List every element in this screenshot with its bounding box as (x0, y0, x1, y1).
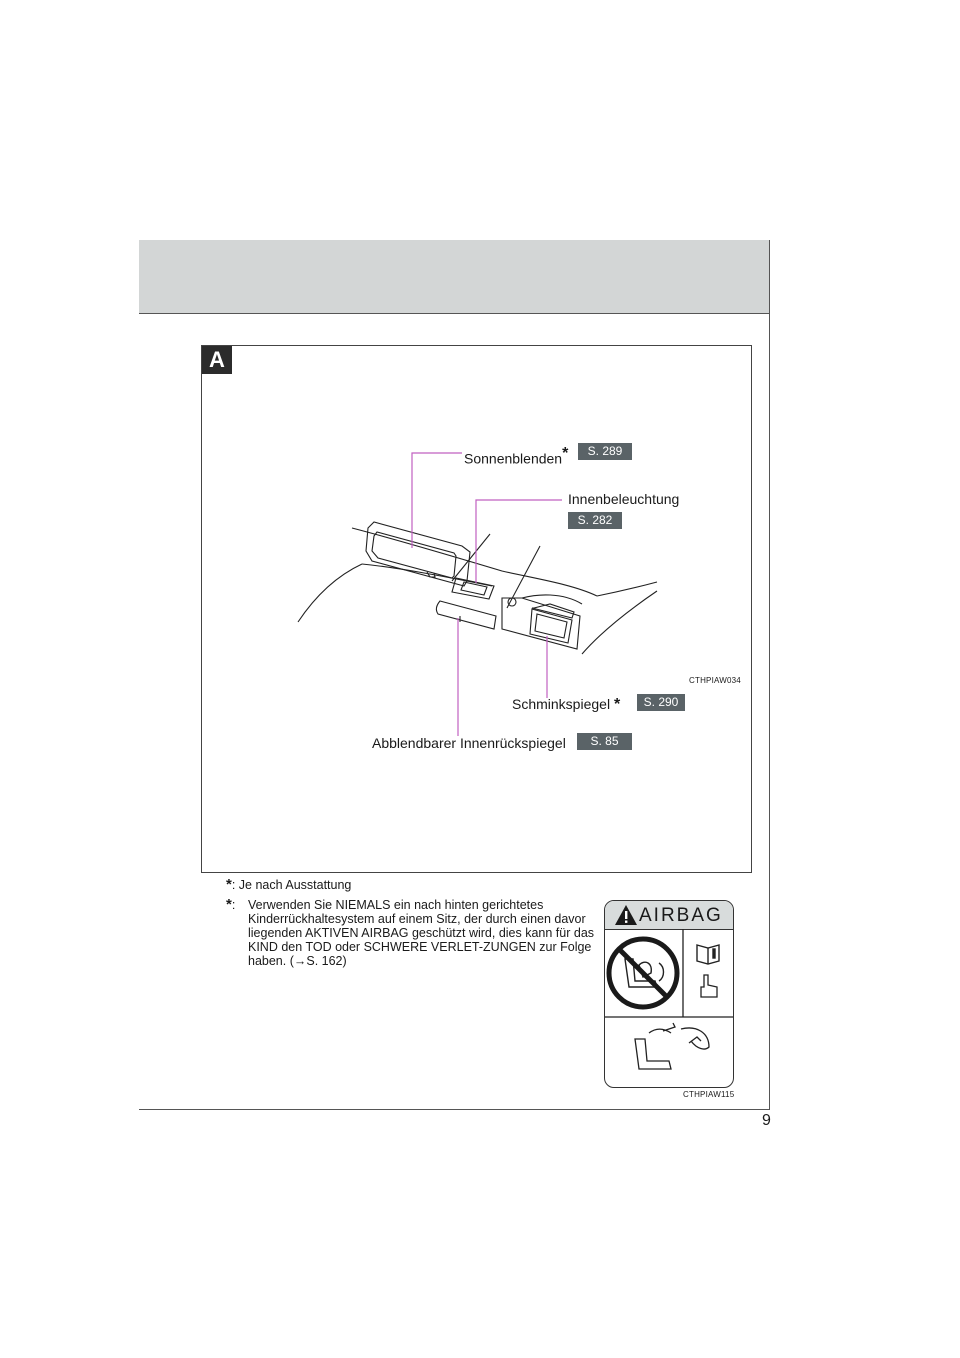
no-rear-facing-seat-icon (609, 939, 677, 1007)
section-marker: A (202, 346, 232, 374)
warning-triangle-icon (614, 904, 638, 926)
airbag-warning-label (604, 900, 734, 1088)
interior-light-page-badge: S. 282 (568, 512, 622, 529)
equipment-note: *: Je nach Ausstattung (226, 876, 352, 893)
overhead-console-illustration (202, 346, 751, 872)
owner-manual-icon (697, 945, 719, 964)
sun-visors-page-badge: S. 289 (578, 443, 632, 460)
warning-note-text: Verwenden Sie NIEMALS ein nach hinten gerichtetes Kinderrückhaltesystem auf einem Sitz, der durch einen davor liegenden AKTIVEN AIRBAG geschützt wird, dies kann für das KIND den TOD oder SCHWERE VERLET-ZUNGEN zur Folge haben. (→S. 162) (248, 898, 595, 968)
vanity-mirror-page-badge: S. 290 (637, 694, 685, 711)
rear-view-mirror-label: Abblendbarer Innenrückspiegel (372, 735, 566, 751)
illustration-panel (201, 345, 752, 873)
vanity-mirror-label: Schminkspiegel * (512, 696, 621, 713)
airbag-title: AIRBAG (639, 905, 723, 926)
airbag-pictograms (605, 929, 733, 1087)
rear-view-mirror-page-badge: S. 85 (577, 733, 632, 750)
bottom-rule (139, 1109, 770, 1110)
warning-note-mark: *: (226, 896, 236, 913)
figure-code-main: CTHPIAW034 (689, 676, 741, 685)
asterisk-mark: * (226, 876, 232, 893)
right-margin-rule (769, 240, 770, 1110)
figure-code-airbag: CTHPIAW115 (683, 1090, 735, 1099)
seat-airbag-deploy-icon (635, 1023, 709, 1069)
sun-visors-label: Sonnenblenden* (464, 445, 569, 467)
header-band (139, 240, 769, 314)
interior-light-label: Innenbeleuchtung (568, 491, 680, 507)
airbag-label-header (605, 901, 733, 930)
pointing-hand-icon (701, 975, 717, 997)
page-number: 9 (762, 1112, 771, 1129)
